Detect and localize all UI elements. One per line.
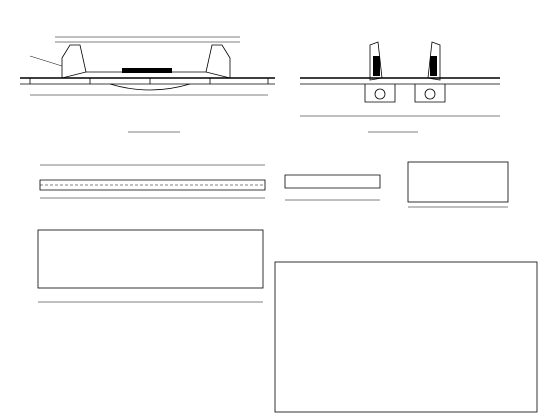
bearing-right [425,89,435,99]
right-barrier [206,45,230,78]
hatch-left [373,56,380,76]
view4-section [285,175,380,200]
left-barrier [62,45,86,78]
leader [30,56,62,66]
quantity-table [275,262,537,412]
slab-arch [110,84,190,90]
view1-central-divider-section [20,37,275,132]
b-outline [408,162,508,202]
view3-elevation [40,165,265,198]
a-outline [38,230,263,288]
slab [285,175,380,188]
bearing-left [375,89,385,99]
hatch-right [430,56,437,76]
view5-b-rebar [408,162,508,207]
view2-side-divider-section [300,42,500,132]
view6-a-rebar [38,230,263,302]
hatched-drain [122,68,172,73]
table-outline [275,262,537,412]
